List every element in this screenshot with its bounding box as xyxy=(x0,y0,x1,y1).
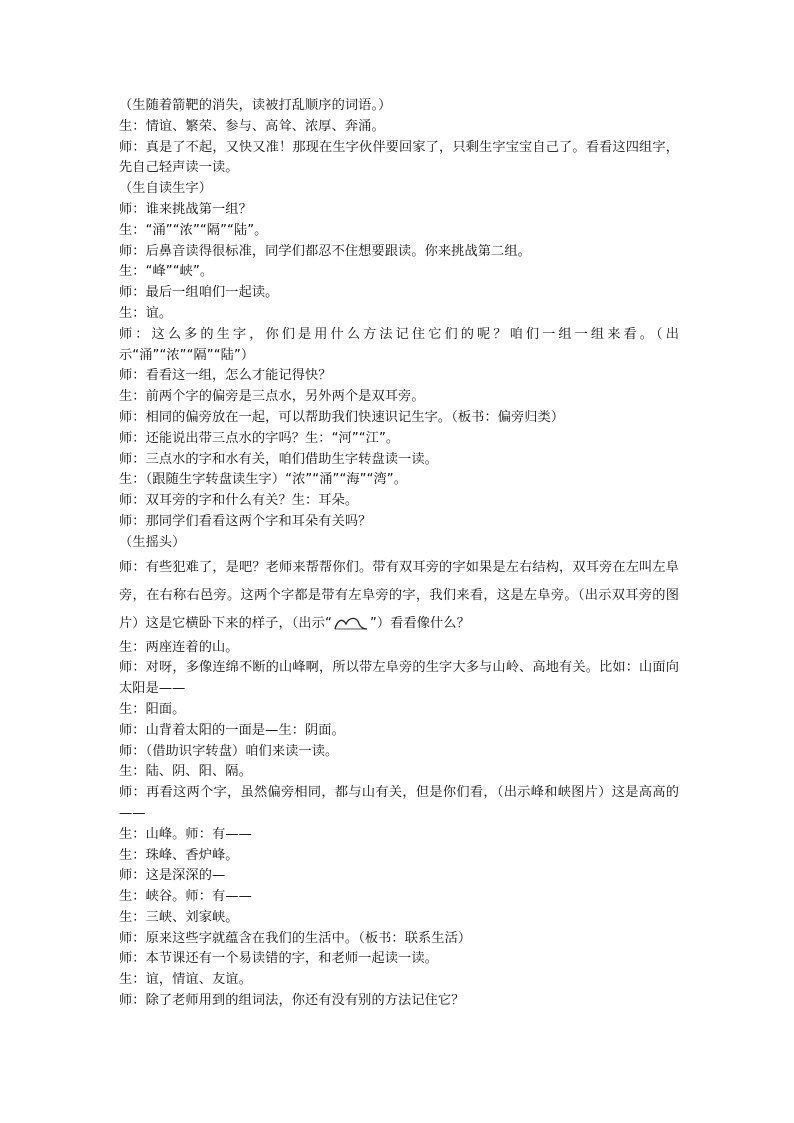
text-line: 师：最后一组咱们一起读。 xyxy=(119,285,279,301)
paragraph-text-end: ”）看看像什么？ xyxy=(369,615,470,631)
paragraph-text: 师：有些犯难了，是吧？老师来帮帮你们。带有双耳旁的字如果是左右结构，双耳旁在左叫左阜旁，在右称右邑旁。这两个字都是带有左阜旁的字，我们来看，这是左阜旁。（出示双耳旁的图片）这是它横卧下来的样子，（出示“ xyxy=(119,559,679,631)
text-paragraph: 师：对呀，多像连绵不断的山峰啊，所以带左阜旁的生字大多与山岭、高地有关。比如：山面向太阳是—— xyxy=(119,660,679,697)
text-line: 师：谁来挑战第一组？ xyxy=(119,201,252,217)
text-paragraph-with-figure xyxy=(119,554,679,638)
text-line: 生：陆、阴、阳、隔。 xyxy=(119,764,252,780)
text-line: 生：山峰。师：有—— xyxy=(119,826,252,842)
text-line: 生：“峰”“峡”。 xyxy=(119,264,214,280)
text-line: 生：珠峰、香炉峰。 xyxy=(119,847,239,863)
text-line: 师：除了老师用到的组词法，你还有没有别的方法记住它？ xyxy=(119,993,465,1009)
text-line: 师：这是深深的— xyxy=(119,868,226,884)
text-line: （生摇头） xyxy=(119,534,186,550)
mound-figure-icon xyxy=(333,615,369,631)
text-line: 生：前两个字的偏旁是三点水，另外两个是双耳旁。 xyxy=(119,389,425,405)
text-line: 师：还能说出带三点水的字吗？生：“河”“江”。 xyxy=(119,430,400,446)
text-line: 生：谊，情谊、友谊。 xyxy=(119,972,252,988)
text-line: 生：谊。 xyxy=(119,305,173,321)
text-line: 生：三峡、刘家峡。 xyxy=(119,909,239,925)
text-line: 师：看看这一组，怎么才能记得快？ xyxy=(119,368,332,384)
text-line: （生随着箭靶的消失，读被打乱顺序的词语。） xyxy=(119,98,392,113)
text-line: 生：情谊、繁荣、参与、高耸、浓厚、奔涌。 xyxy=(119,118,385,134)
text-paragraph: 师：这么多的生字，你们是用什么方法记住它们的呢？咱们一组一组来看。（出示“涌”“浓”“隔”“陆”） xyxy=(119,326,679,363)
text-line: 师：山背着太阳的一面是—生：阴面。 xyxy=(119,722,345,738)
text-line: 生：阳面。 xyxy=(119,701,186,717)
text-line: 生：峡谷。师：有—— xyxy=(119,889,252,905)
text-line: 师：三点水的字和水有关，咱们借助生字转盘读一读。 xyxy=(119,451,438,467)
text-line: 生：“涌”“浓”“隔”“陆”。 xyxy=(119,222,268,238)
text-paragraph: 师：真是了不起，又快又准！那现在生字伙伴要回家了，只剩生字宝宝自己了。看看这四组字，先自己轻声读一读。 xyxy=(119,139,679,176)
document-page xyxy=(119,96,679,1012)
text-line: 生：（跟随生字转盘读生字）“浓”“涌”“海”“湾”。 xyxy=(119,472,408,488)
text-line: 师：（借助识字转盘）咱们来读一读。 xyxy=(119,743,339,759)
text-line: 师：原来这些字就蕴含在我们的生活中。（板书：联系生活） xyxy=(119,930,472,946)
text-paragraph: 师：再看这两个字，虽然偏旁相同，都与山有关，但是你们看，（出示峰和峡图片）这是高高的—— xyxy=(119,785,679,821)
text-line: 师：本节课还有一个易读错的字，和老师一起读一读。 xyxy=(119,951,438,967)
text-line: （生自读生字） xyxy=(119,181,213,197)
text-line: 生：两座连着的山。 xyxy=(119,639,239,655)
text-line: 师：后鼻音读得很标准，同学们都忍不住想要跟读。你来挑战第二组。 xyxy=(119,243,531,259)
text-line: 师：那同学们看看这两个字和耳朵有关吗？ xyxy=(119,513,372,529)
text-line: 师：双耳旁的字和什么有关？生：耳朵。 xyxy=(119,493,359,509)
text-line: 师：相同的偏旁放在一起，可以帮助我们快速识记生字。（板书：偏旁归类） xyxy=(119,409,565,425)
